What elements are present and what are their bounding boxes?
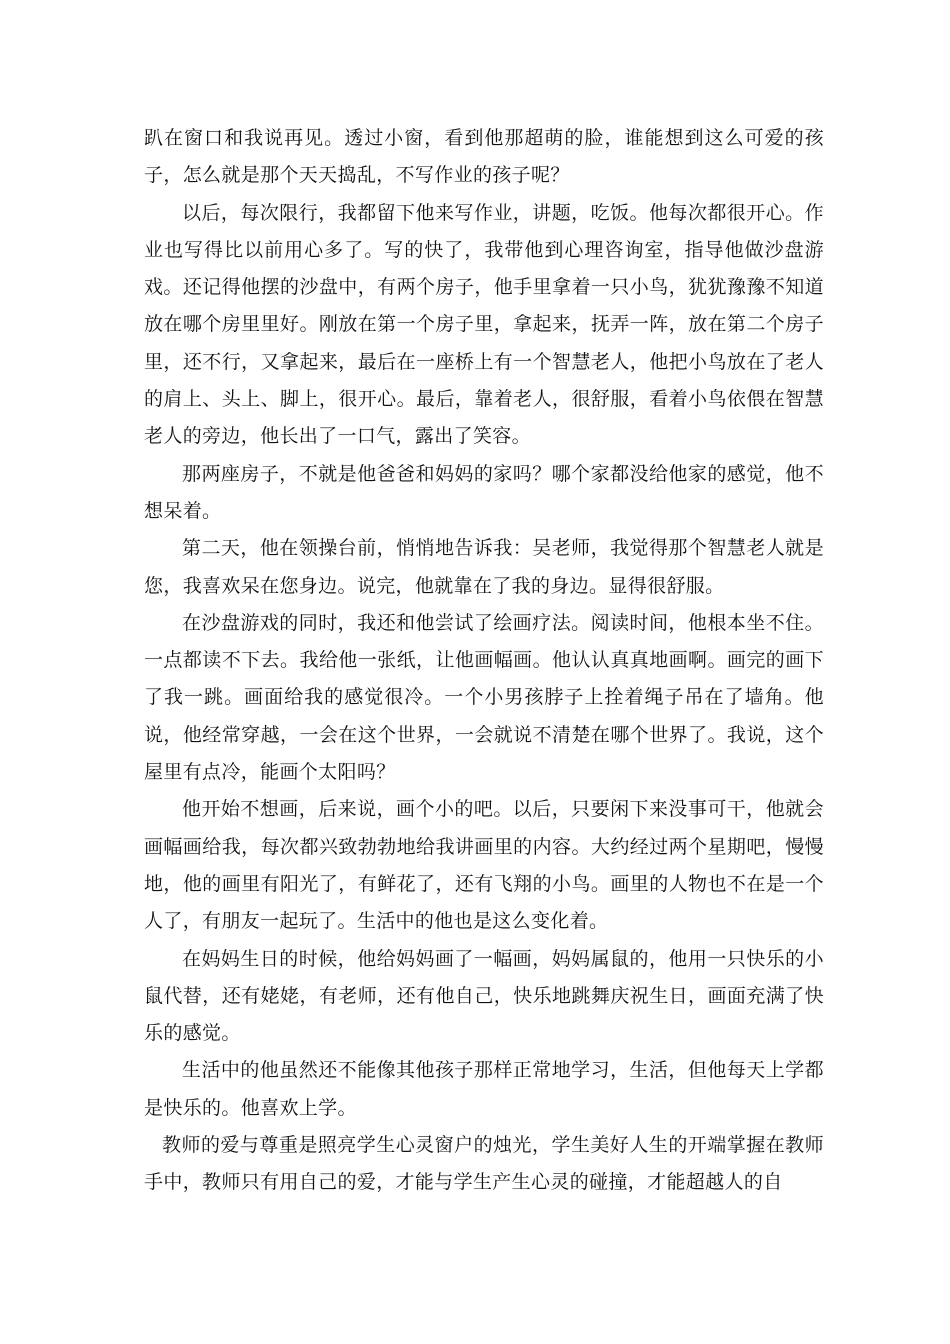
paragraph-7: 在妈妈生日的时候，他给妈妈画了一幅画，妈妈属鼠的，他用一只快乐的小鼠代替，还有姥姥，有老师，还有他自己，快乐地跳舞庆祝生日，画面充满了快乐的感觉。 — [144, 947, 824, 1045]
paragraph-6: 他开始不想画，后来说，画个小的吧。以后，只要闲下来没事可干，他就会画幅画给我，每次都兴致勃勃地给我讲画里的内容。大约经过两个星期吧，慢慢地，他的画里有阳光了，有鲜花了，还有飞翔的小鸟。画里的人物也不在是一个人了，有朋友一起玩了。生活中的他也是这么变化着。 — [144, 798, 824, 933]
paragraph-4: 第二天，他在领操台前，悄悄地告诉我：吴老师，我觉得那个智慧老人就是您，我喜欢呆在您身边。说完，他就靠在了我的身边。显得很舒服。 — [144, 537, 824, 597]
document-body — [144, 120, 824, 1202]
paragraph-8: 生活中的他虽然还不能像其他孩子那样正常地学习，生活，但他每天上学都是快乐的。他喜欢上学。 — [144, 1059, 824, 1119]
paragraph-5: 在沙盘游戏的同时，我还和他尝试了绘画疗法。阅读时间，他根本坐不住。一点都读不下去。我给他一张纸，让他画幅画。他认认真真地画啊。画完的画下了我一跳。画面给我的感觉很冷。一个小男孩脖子上拴着绳子吊在了墙角。他说，他经常穿越，一会在这个世界，一会就说不清楚在哪个世界了。我说，这个屋里有点冷，能画个太阳吗？ — [144, 611, 824, 784]
paragraph-2: 以后，每次限行，我都留下他来写作业，讲题，吃饭。他每次都很开心。作业也写得比以前用心多了。写的快了，我带他到心理咨询室，指导他做沙盘游戏。还记得他摆的沙盘中，有两个房子，他手里拿着一只小鸟，犹犹豫豫不知道放在哪个房里里好。刚放在第一个房子里，拿起来，抚弄一阵，放在第二个房子里，还不行，又拿起来，最后在一座桥上有一个智慧老人，他把小鸟放在了老人的肩上、头上、脚上，很开心。最后，靠着老人，很舒服，看着小鸟依偎在智慧老人的旁边，他长出了一口气，露出了笑容。 — [144, 201, 824, 448]
paragraph-1: 趴在窗口和我说再见。透过小窗，看到他那超萌的脸，谁能想到这么可爱的孩子，怎么就是那个天天捣乱，不写作业的孩子呢？ — [144, 127, 824, 187]
paragraph-9: 教师的爱与尊重是照亮学生心灵窗户的烛光，学生美好人生的开端掌握在教师手中，教师只有用自己的爱，才能与学生产生心灵的碰撞，才能超越人的自 — [144, 1134, 824, 1194]
paragraph-3: 那两座房子，不就是他爸爸和妈妈的家吗？哪个家都没给他家的感觉，他不想呆着。 — [144, 462, 824, 522]
